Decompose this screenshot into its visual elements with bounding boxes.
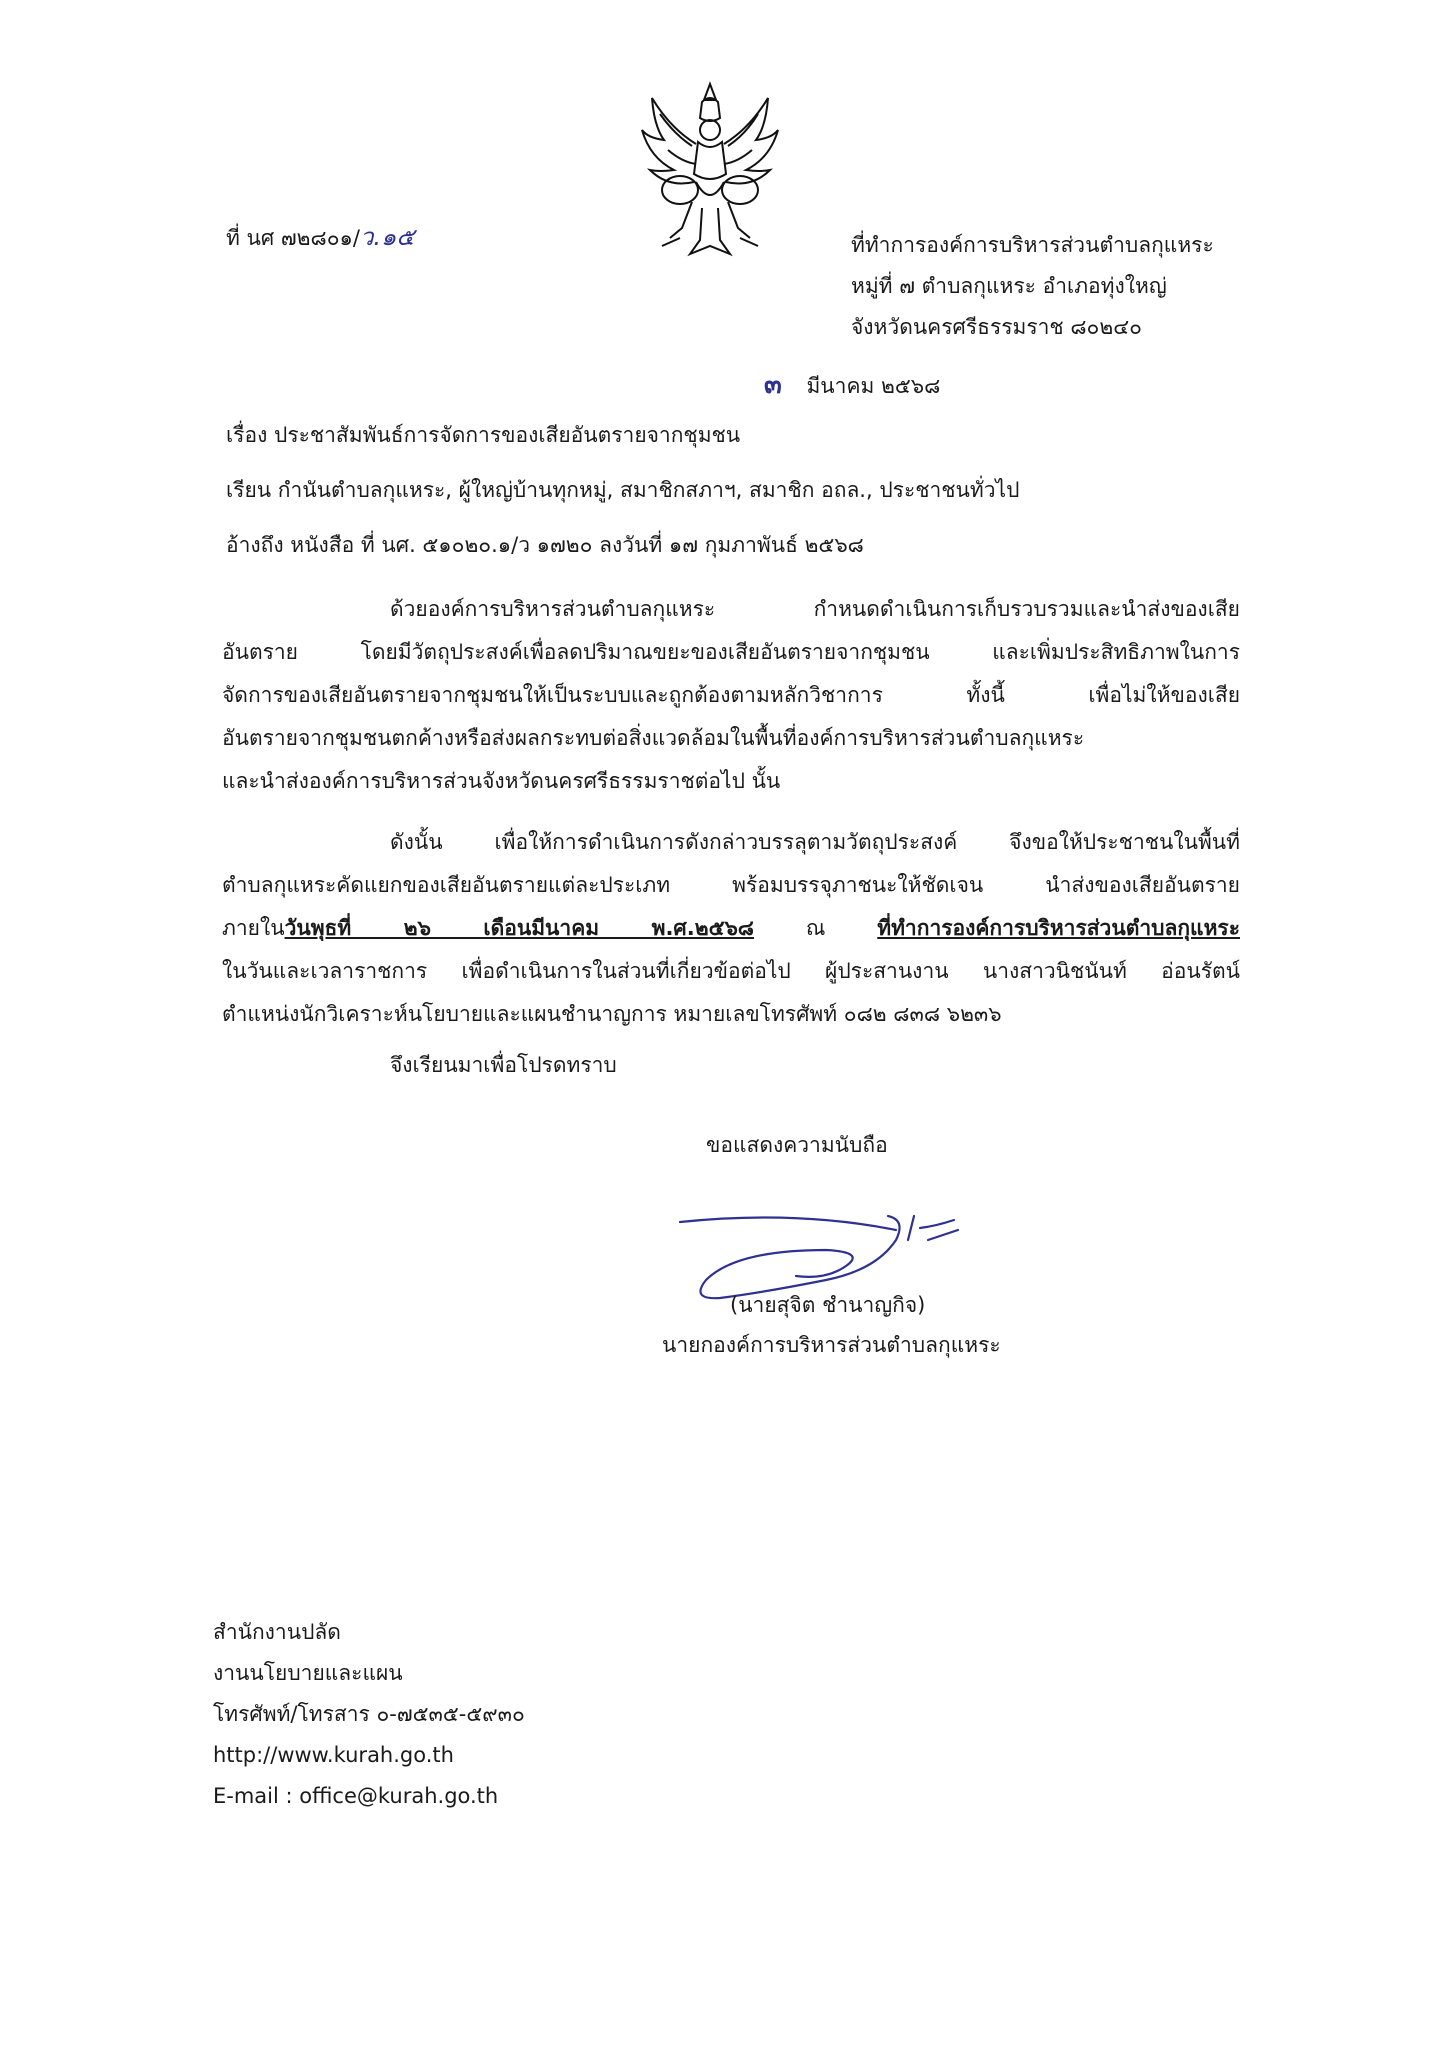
footer-office: สำนักงานปลัด (213, 1620, 341, 1644)
ref-number-prefix: ที่ นศ ๗๒๘๐๑/ (226, 226, 360, 250)
paragraph1-line-4: อันตรายจากชุมชนตกค้างหรือส่งผลกระทบต่อสิ่งแวดล้อมในพื้นที่องค์การบริหารส่วนตำบลกุแหระ (222, 726, 1085, 750)
paragraph2-line-4: ในวันและเวลาราชการ เพื่อดำเนินการในส่วนที่เกี่ยวข้อต่อไป ผู้ประสานงาน นางสาวนิชนันท์ อ่อนรัตน์ (222, 959, 1240, 983)
closing-request: จึงเรียนมาเพื่อโปรดทราบ (390, 1053, 617, 1077)
paragraph2-line-5: ตำแหน่งนักวิเคราะห์นโยบายและแผนชำนาญการ หมายเลขโทรศัพท์ ๐๘๒ ๘๓๘ ๖๒๓๖ (222, 1002, 1002, 1026)
paragraph1-line-3: จัดการของเสียอันตรายจากชุมชนให้เป็นระบบและถูกต้องตามหลักวิชาการ ทั้งนี้ เพื่อไม่ให้ของเสีย (222, 683, 1240, 707)
date-day-handwritten: ๓ (764, 370, 782, 400)
ref-number (226, 222, 414, 253)
recipient-line: เรียน กำนันตำบลกุแหระ, ผู้ใหญ่บ้านทุกหมู่, สมาชิกสภาฯ, สมาชิก อถล., ประชาชนทั่วไป (226, 478, 1020, 502)
date-month-year: มีนาคม ๒๕๖๘ (806, 374, 941, 398)
footer-email-link[interactable]: E-mail : office@kurah.go.th (213, 1784, 499, 1808)
paragraph2-line-1: ดังนั้น เพื่อให้การดำเนินการดังกล่าวบรรลุตามวัตถุประสงค์ จึงขอให้ประชาชนในพื้นที่ (390, 830, 1240, 854)
signer-name: (นายสุจิต ชำนาญกิจ) (730, 1293, 926, 1317)
paragraph2-line-3 (222, 913, 1240, 943)
signer-title: นายกองค์การบริหารส่วนตำบลกุแหระ (662, 1333, 1001, 1357)
paragraph2-line-2: ตำบลกุแหระคัดแยกของเสียอันตรายแต่ละประเภท พร้อมบรรจุภาชนะให้ชัดเจน นำส่งของเสียอันตราย (222, 873, 1240, 897)
paragraph2-line3-prefix: ภายใน (222, 916, 285, 940)
paragraph1-line-2: อันตราย โดยมีวัตถุประสงค์เพื่อลดปริมาณขยะของเสียอันตรายจากชุมชน และเพิ่มประสิทธิภาพในการ (222, 640, 1240, 664)
paragraph1-line-1: ด้วยองค์การบริหารส่วนตำบลกุแหระ กำหนดดำเนินการเก็บรวบรวมและนำส่งของเสีย (390, 597, 1240, 621)
event-date-highlight: วันพุธที่ ๒๖ เดือนมีนาคม พ.ศ.๒๕๖๘ (284, 916, 754, 940)
closing-salutation: ขอแสดงความนับถือ (706, 1133, 888, 1157)
paragraph1-line-5: และนำส่งองค์การบริหารส่วนจังหวัดนครศรีธรรมราชต่อไป นั้น (222, 769, 781, 793)
footer-section: งานนโยบายและแผน (213, 1661, 403, 1685)
address-line-1: ที่ทำการองค์การบริหารส่วนตำบลกุแหระ (851, 233, 1214, 257)
reference-line: อ้างถึง หนังสือ ที่ นศ. ๕๑๐๒๐.๑/ว ๑๗๒๐ ลงวันที่ ๑๗ กุมภาพันธ์ ๒๕๖๘ (226, 533, 864, 557)
paragraph2-line3-mid: ณ (754, 916, 878, 940)
event-place-highlight: ที่ทำการองค์การบริหารส่วนตำบลกุแหระ (877, 916, 1240, 940)
subject-line: เรื่อง ประชาสัมพันธ์การจัดการของเสียอันตรายจากชุมชน (226, 423, 741, 447)
footer-website-link[interactable]: http://www.kurah.go.th (213, 1743, 454, 1767)
address-line-2: หมู่ที่ ๗ ตำบลกุแหระ อำเภอทุ่งใหญ่ (851, 274, 1167, 298)
ref-number-handwritten: ว.๑๕ (359, 223, 415, 251)
address-line-3: จังหวัดนครศรีธรรมราช ๘๐๒๔๐ (851, 315, 1142, 339)
garuda-emblem-icon (640, 78, 780, 260)
footer-phone: โทรศัพท์/โทรสาร ๐-๗๕๓๕-๕๙๓๐ (213, 1702, 525, 1726)
letter-date (764, 370, 940, 401)
